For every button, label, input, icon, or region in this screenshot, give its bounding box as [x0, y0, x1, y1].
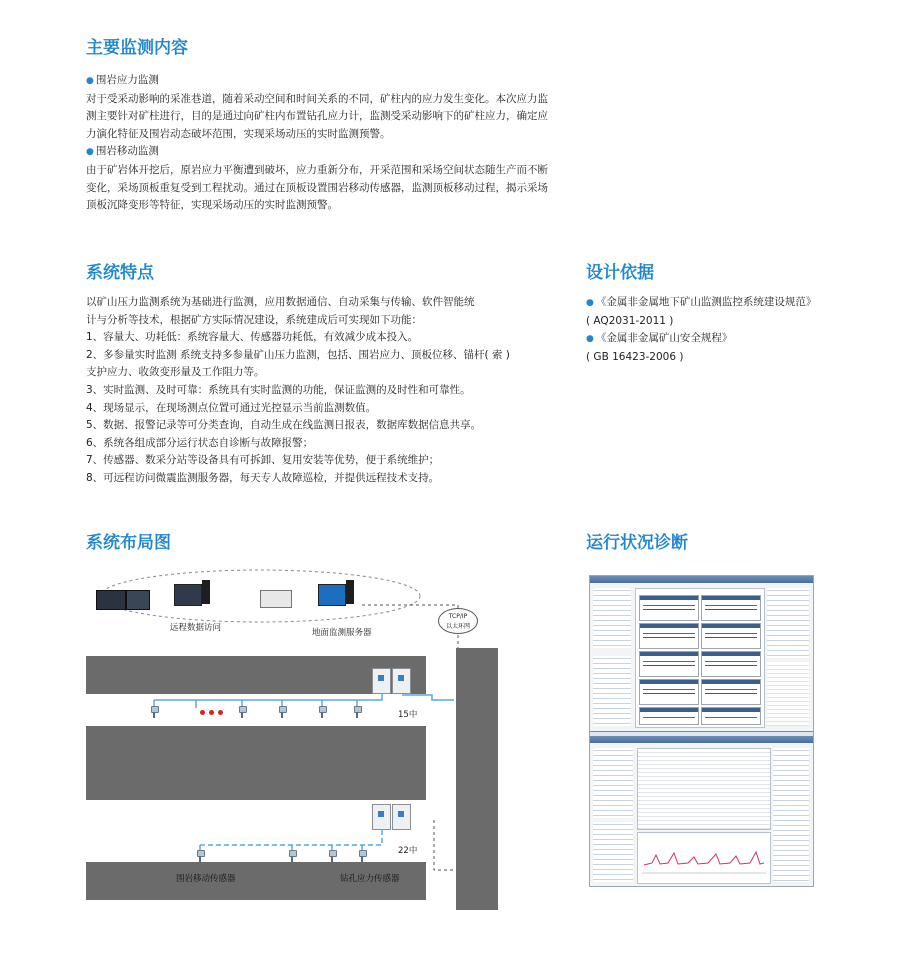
sensor-icon — [328, 850, 336, 862]
diagnosis-screenshot — [589, 575, 814, 887]
feature-line: 6、系统各组成部分运行状态自诊断与故障报警； — [86, 436, 314, 449]
software-window-top — [590, 576, 813, 732]
device-tree-panel — [593, 656, 631, 726]
sensor-icon — [318, 706, 326, 718]
basis-item-name: ● 《金属非金属矿山安全规程》 — [586, 332, 733, 345]
trend-chart-panel — [637, 832, 771, 884]
sensor-icon — [278, 706, 286, 718]
movement-line: 顶板沉降变形等特征，实现采场动压的实时监测预警。 — [86, 199, 338, 212]
monitoring-title: 主要监测内容 — [86, 38, 188, 58]
dot-icon — [218, 710, 223, 715]
tunnel-middle — [86, 726, 426, 800]
device-tree-panel — [593, 822, 633, 882]
computer-tower-icon — [346, 580, 354, 604]
bullet-icon: ● — [86, 147, 94, 158]
monitor-icon — [318, 584, 346, 606]
data-station — [372, 804, 410, 828]
dot-icon — [200, 710, 205, 715]
sensor-icon — [238, 706, 246, 718]
features-title: 系统特点 — [86, 263, 154, 283]
feature-line: 以矿山压力监测系统为基础进行监测，应用数据通信、自动采集与传输、软件智能统 — [86, 296, 475, 308]
feature-line: 计与分析等技术，根据矿方实际情况建设，系统建成后可实现如下功能： — [86, 313, 422, 326]
sensor-icon — [358, 850, 366, 862]
sensor-stress-label: 钻孔应力传感器 — [340, 874, 400, 884]
basis-item-code: ( AQ2031-2011 ) — [586, 314, 674, 327]
dot-icon — [209, 710, 214, 715]
properties-panel — [767, 588, 809, 658]
device-tree-panel — [593, 748, 633, 818]
bullet-icon: ● — [586, 298, 594, 308]
properties-panel — [773, 748, 809, 882]
monitor-icon — [174, 584, 202, 606]
ground-server-label: 地面监测服务器 — [312, 628, 372, 638]
trend-chart — [638, 833, 770, 883]
level-22-label: 22中 — [398, 846, 418, 856]
diagnosis-title: 运行状况诊断 — [586, 533, 688, 553]
printer-icon — [260, 590, 292, 608]
layout-title: 系统布局图 — [86, 533, 171, 553]
feature-line: 3、实时监测、及时可靠：系统具有实时监测的功能，保证监测的及时性和可靠性。 — [86, 383, 471, 396]
bullet-icon: ● — [86, 76, 94, 86]
feature-line: 5、数据、报警记录等可分类查询，自动生成在线监测日报表，数据库数据信息共享。 — [86, 419, 482, 432]
device-tree-panel — [593, 588, 631, 648]
data-table-panel — [637, 748, 771, 830]
bullet-icon: ● — [586, 334, 594, 345]
sensor-icon — [353, 706, 361, 718]
stress-line: 对于受采动影响的采准巷道，随着采动空间和时间关系的不同，矿柱内的应力发生变化。本次应力监 — [86, 92, 548, 105]
stress-line: 测主要针对矿柱进行，目的是通过向矿柱内布置钻孔应力计，监测受采动影响下的矿柱应力，确定应 — [86, 110, 548, 123]
sensor-move-label: 围岩移动传感器 — [176, 874, 236, 884]
basis-title: 设计依据 — [586, 263, 654, 283]
sensor-icon — [288, 850, 296, 862]
feature-line: 支护应力、收敛变形量及工作阻力等。 — [86, 366, 265, 379]
sensor-icon — [150, 706, 158, 718]
system-layout-diagram — [82, 560, 502, 910]
features-body — [86, 294, 510, 488]
basis-item-code: ( GB 16423-2006 ) — [586, 350, 684, 363]
remote-screen-icon — [96, 590, 126, 610]
feature-line: 2、多参量实时监测 系统支持多参量矿山压力监测，包括、围岩应力、顶板位移、锚杆( 索 ) — [86, 348, 510, 361]
movement-line: 由于矿岩体开挖后，原岩应力平衡遭到破坏，应力重新分布，开采范围和采场空间状态随生产而不断 — [86, 163, 548, 176]
movement-line: 变化，采场顶板重复受到工程扰动。通过在顶板设置围岩移动传感器，监测顶板移动过程，揭示采场 — [86, 181, 548, 194]
main-shaft — [456, 648, 498, 910]
computer-tower-icon — [202, 580, 210, 604]
network-label: TCP/IP 以太环网 — [438, 608, 478, 634]
basis-item-name: ● 《金属非金属地下矿山监测监控系统建设规范》 — [586, 296, 817, 308]
stress-heading: ● 围岩应力监测 — [86, 74, 159, 86]
feature-line: 7、传感器、数采分站等设备具有可拆卸、复用安装等优势，便于系统维护； — [86, 454, 440, 467]
feature-line: 4、现场显示，在现场测点位置可通过光控显示当前监测数值。 — [86, 401, 377, 414]
movement-heading: ● 围岩移动监测 — [86, 145, 159, 158]
stress-line: 力演化特征及围岩动态破坏范围，实现采场动压的实时监测预警。 — [86, 127, 391, 140]
remote-access-label: 远程数据访问 — [170, 623, 222, 633]
properties-panel — [767, 662, 809, 726]
level-15-label: 15中 — [398, 710, 418, 720]
basis-list — [586, 294, 816, 366]
sensor-icon — [196, 850, 204, 862]
feature-line: 1、容量大、功耗低：系统容量大、传感器功耗低，有效减少成本投入。 — [86, 331, 419, 344]
curves-panel — [635, 588, 765, 728]
remote-screen-icon — [126, 590, 150, 610]
feature-line: 8、可远程访问微震监测服务器，每天专人故障巡检，并提供远程技术支持。 — [86, 471, 440, 484]
software-window-bottom — [590, 736, 813, 887]
data-station — [372, 668, 410, 692]
monitoring-body — [86, 72, 548, 215]
